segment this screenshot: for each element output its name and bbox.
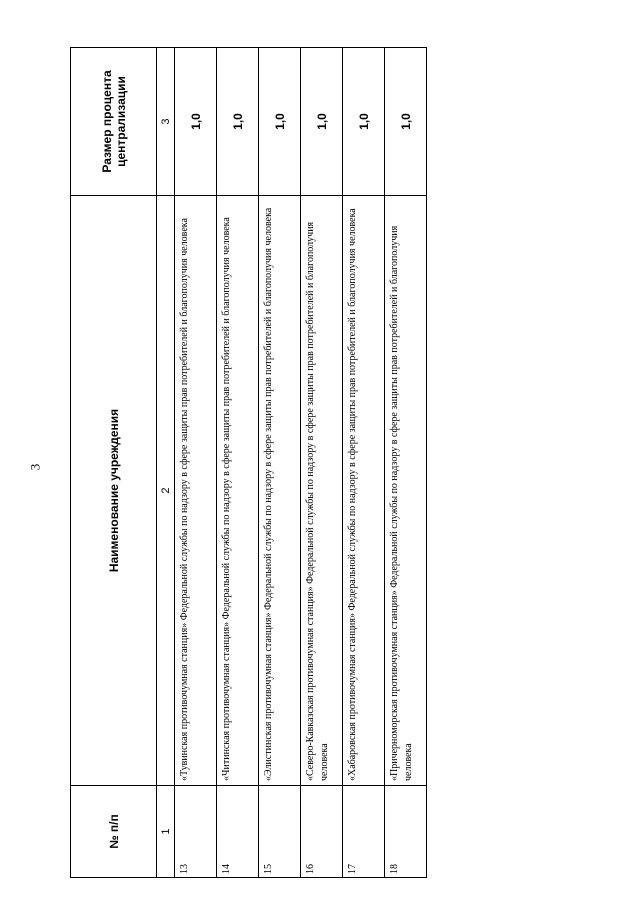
col-number: 3: [157, 48, 175, 196]
row-number: 14: [217, 786, 259, 878]
row-number: 17: [343, 786, 385, 878]
header-name: Наименование учреждения: [71, 196, 157, 786]
institution-name: «Хабаровская противочумная станция» Федеральной службы по надзору в сфере защиты прав потребителей и благополучия человека: [343, 196, 385, 786]
page-number: 3: [27, 463, 43, 471]
row-number: 15: [259, 786, 301, 878]
institution-name: «Причерноморская противочумная станция» Федеральной службы по надзору в сфере защиты прав потребителей и благополучия человека: [385, 196, 427, 786]
centralization-percent: 1,0: [343, 48, 385, 196]
centralization-percent: 1,0: [175, 48, 217, 196]
header-num: № п/п: [71, 786, 157, 878]
col-number: 1: [157, 786, 175, 878]
row-number: 16: [301, 786, 343, 878]
row-number: 13: [175, 786, 217, 878]
institution-name: «Читинская противочумная станция» Федеральной службы по надзору в сфере защиты прав потребителей и благополучия человека: [217, 196, 259, 786]
table-row: [385, 48, 427, 878]
institution-name: «Тувинская противочумная станция» Федеральной службы по надзору в сфере защиты прав потребителей и благополучия человека: [175, 196, 217, 786]
table-row: [259, 48, 301, 878]
institution-name: «Северо-Кавказская противочумная станция» Федеральной службы по надзору в сфере защиты прав потребителей и благополучия человека: [301, 196, 343, 786]
centralization-percent: 1,0: [217, 48, 259, 196]
centralization-percent: 1,0: [301, 48, 343, 196]
col-number: 2: [157, 196, 175, 786]
institution-name: «Элистинская противочумная станция» Федеральной службы по надзору в сфере защиты прав потребителей и благополучия человека: [259, 196, 301, 786]
row-number: 18: [385, 786, 427, 878]
table-row: [217, 48, 259, 878]
table-row: [175, 48, 217, 878]
header-pct: Размер процента централизации: [71, 48, 157, 196]
rotated-page: [70, 48, 606, 878]
column-number-row: [157, 48, 175, 878]
institutions-table: [70, 47, 427, 878]
table-row: [301, 48, 343, 878]
table-row: [343, 48, 385, 878]
table-header-row: [71, 48, 157, 878]
centralization-percent: 1,0: [385, 48, 427, 196]
centralization-percent: 1,0: [259, 48, 301, 196]
